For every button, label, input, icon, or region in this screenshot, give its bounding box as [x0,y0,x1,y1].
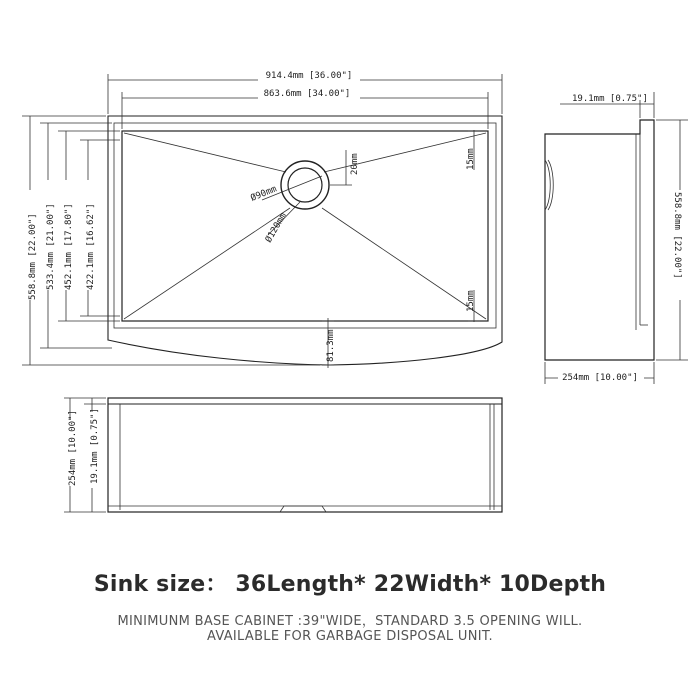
drain-diameter-label: Ø90mm [249,184,279,204]
front-depth-label: 254mm [10.00"] [68,410,78,486]
overall-width-label: 558.8mm [22.00"] [28,213,38,300]
corner-bottom-label: 15mm [466,290,476,312]
apron-depth-label: 81.3mm [326,329,336,362]
width-452-label: 452.1mm [17.80"] [64,203,74,290]
drain-outlet-icon [280,506,326,512]
top-view [22,68,502,368]
top-view-rim [114,123,496,328]
cabinet-note-line1: MINIMUNM BASE CABINET :39"WIDE，STANDARD 3.5 OPENING WILL. [117,614,583,629]
flange-diameter-label: Ø120mm [263,211,289,245]
front-lip-label: 19.1mm [0.75"] [90,408,100,484]
side-width-label: 558.8mm [22.00"] [672,192,682,279]
sink-size-heading: Sink size： 36Length* 22Width* 10Depth [93,572,607,597]
side-lip-label: 19.1mm [0.75"] [572,94,648,104]
front-view [62,398,502,512]
overall-length-label: 914.4mm [36.00"] [265,71,353,81]
corner-top-label: 15mm [466,148,476,170]
front-view-outline [108,398,502,512]
side-view-outline [545,120,654,360]
inner-length-label: 863.6mm [34.00"] [263,89,351,99]
width-422-label: 422.1mm [16.62"] [86,203,96,290]
cabinet-note-line2: AVAILABLE FOR GARBAGE DISPOSAL UNIT. [206,629,493,644]
drain-offset-label: 20mm [350,153,360,175]
side-view [545,92,688,384]
width-533-label: 533.4mm [21.00"] [46,203,56,290]
basin-outline [122,131,488,321]
side-depth-label: 254mm [10.00"] [562,373,638,383]
drain-hole-icon [288,168,322,202]
